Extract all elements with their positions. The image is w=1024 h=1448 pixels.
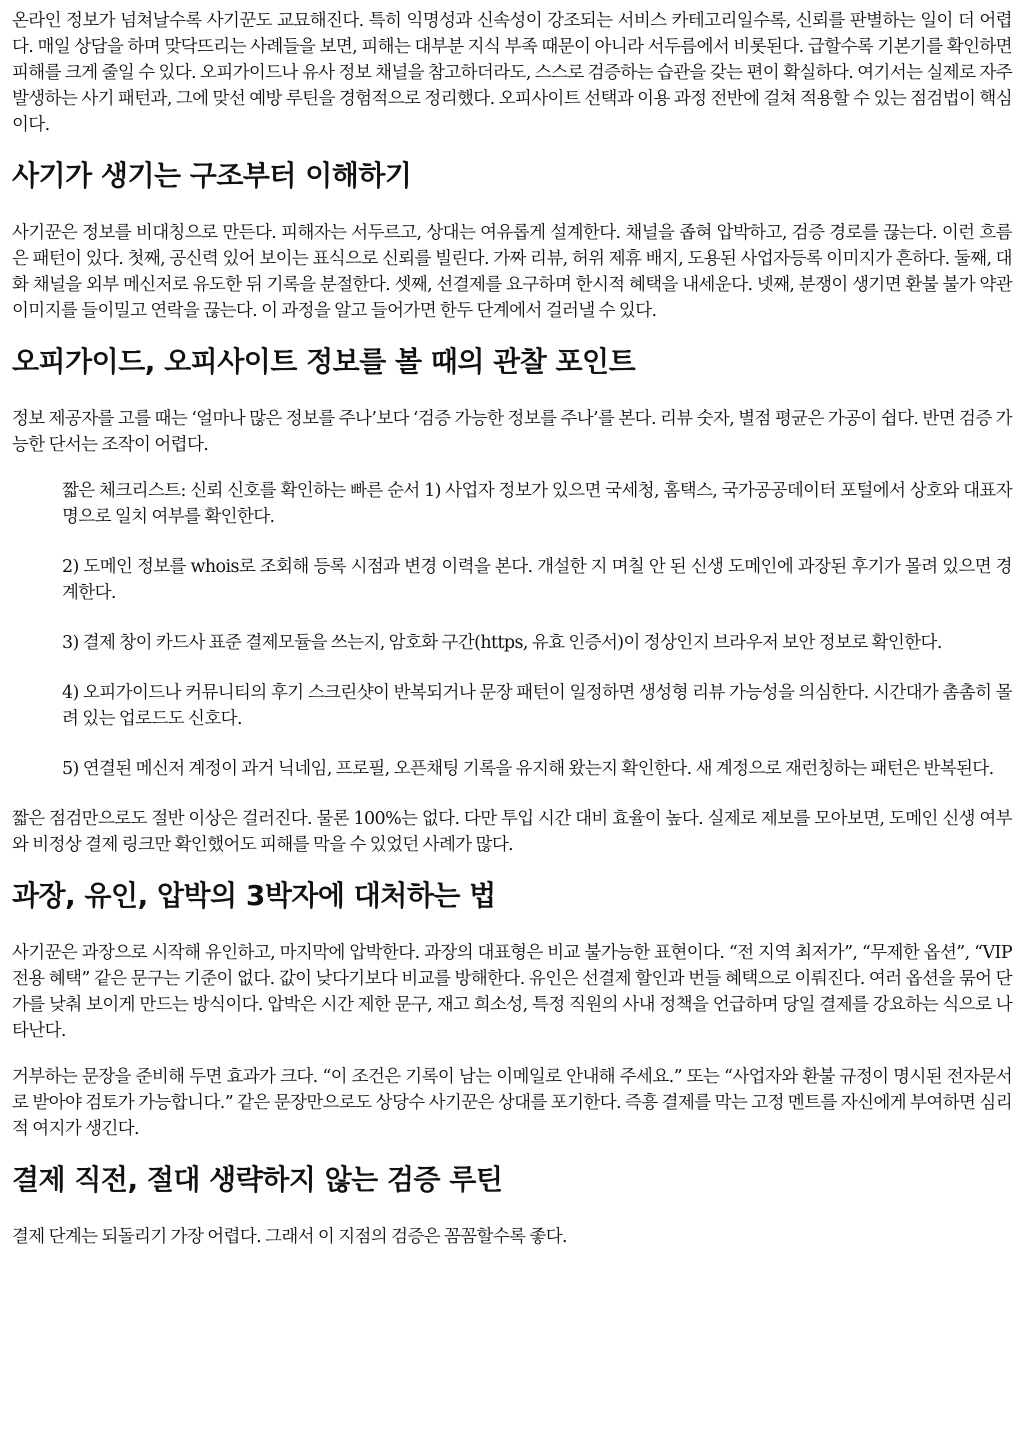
paragraph: 사기꾼은 과장으로 시작해 유인하고, 마지막에 압박한다. 과장의 대표형은 비교 불가능한 표현이다. “전 지역 최저가”, “무제한 옵션”, “VIP 전용 혜택” 같은 문구는 기준이 없다. 값이 낮다기보다 비교를 방해한다. 유인은 선결제 할인과 번들 혜택으로 이뤄진다. 여러 옵션을 묶어 단가를 낮춰 보이게 만드는 방식이다. 압박은 시간 제한 문구, 재고 희소성, 특정 직원의 사내 정책을 언급하며 당일 결제를 강요하는 식으로 나타난다.	[12, 943, 1012, 1041]
paragraph: 결제 단계는 되돌리기 가장 어렵다. 그래서 이 지점의 검증은 꼼꼼할수록 좋다.	[12, 1227, 568, 1247]
section-heading-payment: 결제 직전, 절대 생략하지 않는 검증 루틴	[12, 1163, 503, 1196]
checklist-item: 2) 도메인 정보를 whois로 조회해 등록 시점과 변경 이력을 본다. 개설한 지 며칠 안 된 신생 도메인에 과장된 후기가 몰려 있으면 경계한다.	[62, 557, 1012, 603]
section-heading-structure: 사기가 생기는 구조부터 이해하기	[12, 159, 412, 192]
paragraph: 거부하는 문장을 준비해 두면 효과가 크다. “이 조건은 기록이 남는 이메일로 안내해 주세요.” 또는 “사업자와 환불 규정이 명시된 전자문서로 받아야 검토가 가능합니다.” 같은 문장만으로도 상당수 사기꾼은 상대를 포기한다. 즉흥 결제를 막는 고정 멘트를 자신에게 부여하면 심리적 여지가 생긴다.	[12, 1067, 1012, 1139]
paragraph: 정보 제공자를 고를 때는 ‘얼마나 많은 정보를 주나’보다 ‘검증 가능한 정보를 주나’를 본다. 리뷰 숫자, 별점 평균은 가공이 쉽다. 반면 검증 가능한 단서는 조작이 어렵다.	[12, 409, 1012, 455]
paragraph: 짧은 점검만으로도 절반 이상은 걸러진다. 물론 100%는 없다. 다만 투입 시간 대비 효율이 높다. 실제로 제보를 모아보면, 도메인 신생 여부와 비정상 결제 링크만 확인했어도 피해를 막을 수 있었던 사례가 많다.	[12, 809, 1012, 855]
checklist	[12, 478, 1012, 782]
checklist-item: 짧은 체크리스트: 신뢰 신호를 확인하는 빠른 순서 1) 사업자 정보가 있으면 국세청, 홈택스, 국가공공데이터 포털에서 상호와 대표자명으로 일치 여부를 확인한다.	[62, 481, 1012, 527]
checklist-item: 4) 오피가이드나 커뮤니티의 후기 스크린샷이 반복되거나 문장 패턴이 일정하면 생성형 리뷰 가능성을 의심한다. 시간대가 촘촘히 몰려 있는 업로드도 신호다.	[62, 683, 1012, 729]
intro-paragraph: 온라인 정보가 넘쳐날수록 사기꾼도 교묘해진다. 특히 익명성과 신속성이 강조되는 서비스 카테고리일수록, 신뢰를 판별하는 일이 더 어렵다. 매일 상담을 하며 맞닥뜨리는 사례들을 보면, 피해는 대부분 지식 부족 때문이 아니라 서두름에서 비롯된다. 급할수록 기본기를 확인하면 피해를 크게 줄일 수 있다. 오피가이드나 유사 정보 채널을 참고하더라도, 스스로 검증하는 습관을 갖는 편이 확실하다. 여기서는 실제로 자주 발생하는 사기 패턴과, 그에 맞선 예방 루틴을 경험적으로 정리했다. 오피사이트 선택과 이용 과정 전반에 걸쳐 적용할 수 있는 점검법이 핵심이다.	[12, 11, 1012, 135]
section-heading-pressure: 과장, 유인, 압박의 3박자에 대처하는 법	[12, 879, 496, 912]
paragraph: 사기꾼은 정보를 비대칭으로 만든다. 피해자는 서두르고, 상대는 여유롭게 설계한다. 채널을 좁혀 압박하고, 검증 경로를 끊는다. 이런 흐름은 패턴이 있다. 첫째, 공신력 있어 보이는 표식으로 신뢰를 빌린다. 가짜 리뷰, 허위 제휴 배지, 도용된 사업자등록 이미지가 흔하다. 둘째, 대화 채널을 외부 메신저로 유도한 뒤 기록을 분절한다. 셋째, 선결제를 요구하며 한시적 혜택을 내세운다. 넷째, 분쟁이 생기면 환불 불가 약관 이미지를 들이밀고 연락을 끊는다. 이 과정을 알고 들어가면 한두 단계에서 걸러낼 수 있다.	[12, 223, 1012, 321]
checklist-item: 3) 결제 창이 카드사 표준 결제모듈을 쓰는지, 암호화 구간(https, 유효 인증서)이 정상인지 브라우저 보안 정보로 확인한다.	[62, 633, 942, 653]
section-heading-observation: 오피가이드, 오피사이트 정보를 볼 때의 관찰 포인트	[12, 345, 636, 378]
checklist-item: 5) 연결된 메신저 계정이 과거 닉네임, 프로필, 오픈채팅 기록을 유지해 왔는지 확인한다. 새 계정으로 재런칭하는 패턴은 반복된다.	[62, 759, 994, 779]
